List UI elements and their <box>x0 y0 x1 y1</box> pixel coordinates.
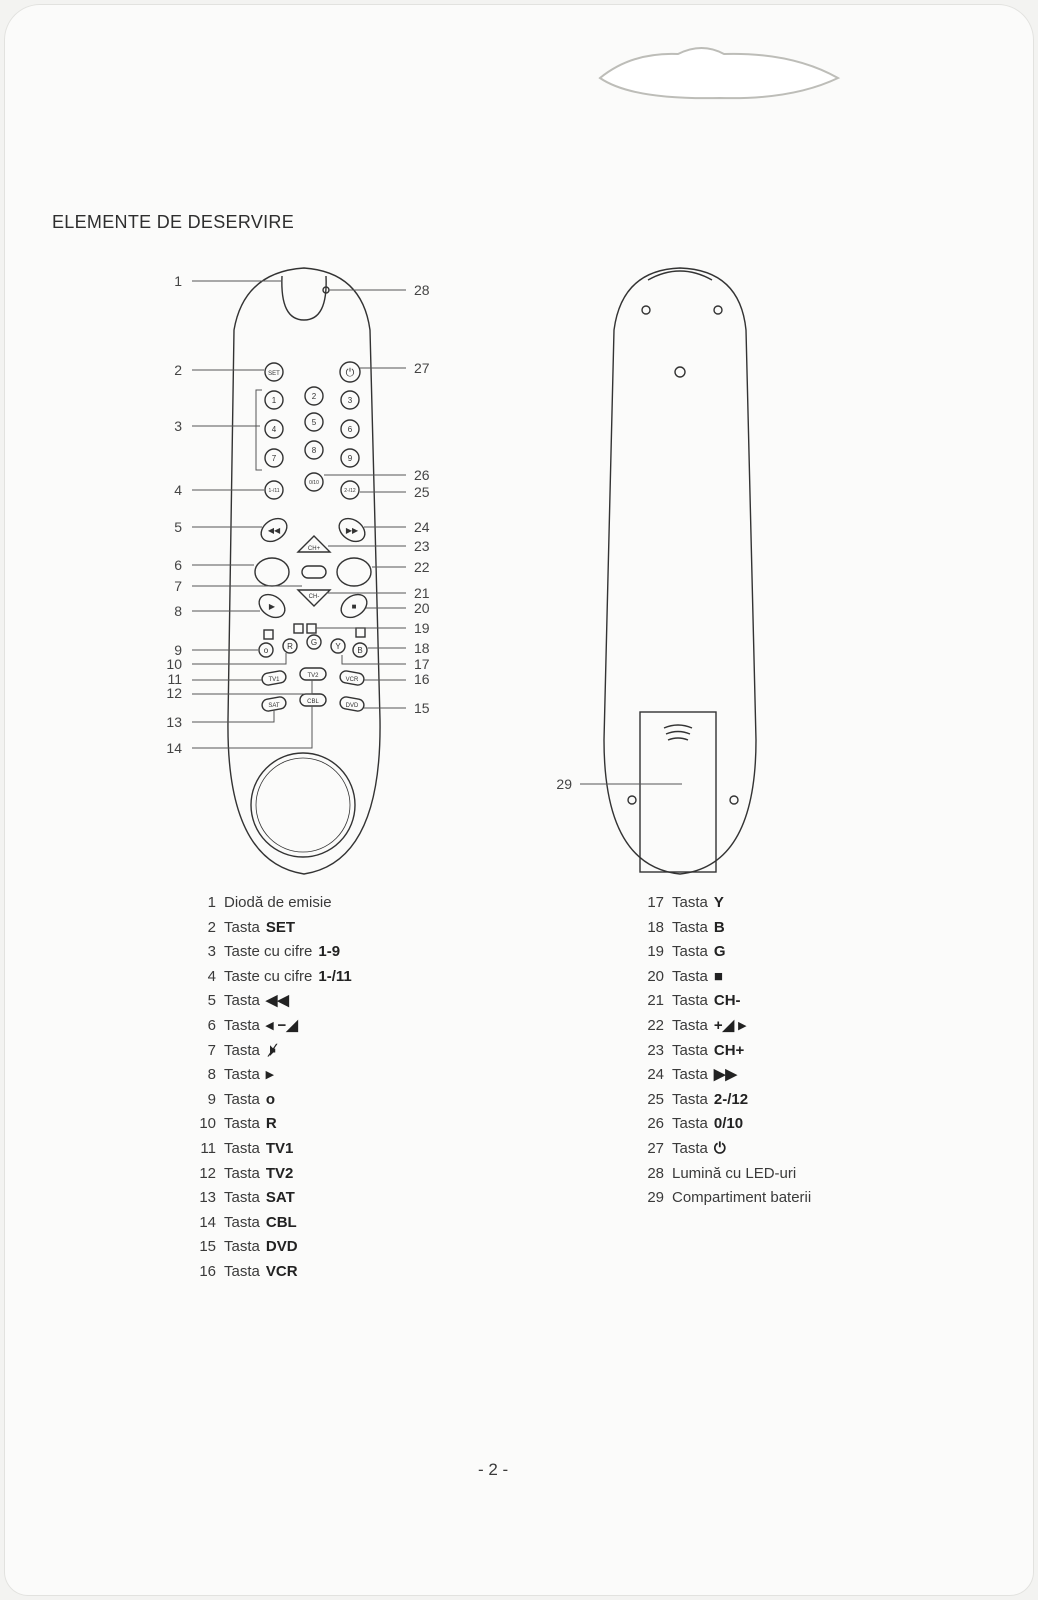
legend-item: 2 Tasta SET <box>207 918 296 936</box>
legend-item: 13 Tasta SAT <box>199 1189 295 1207</box>
stop-icon: ■ <box>351 602 357 611</box>
ir-diode-window <box>282 276 326 320</box>
callout-3: 3 <box>174 418 182 434</box>
legend-item: 22 Tasta +◢ ▸ <box>634 1014 817 1039</box>
label-ch-minus: CH- <box>308 594 320 600</box>
battery-compartment <box>640 712 716 872</box>
label-r: R <box>287 642 293 651</box>
legend-item: 8 Tasta ▸ <box>186 1063 352 1088</box>
back-remote-outline <box>604 268 756 874</box>
legend-item: 15 Tasta DVD <box>199 1238 298 1256</box>
stop-icon: ■ <box>713 967 723 985</box>
button-mute <box>302 566 326 578</box>
callout-5: 5 <box>174 519 182 535</box>
rewind-icon: ◀◀ <box>267 526 281 535</box>
label-3: 3 <box>347 396 353 405</box>
front-remote-outline <box>228 268 380 874</box>
callout-19: 19 <box>414 620 430 636</box>
callout-13: 13 <box>166 714 182 730</box>
legend-item: 18 Tasta B <box>647 918 725 936</box>
callout-22: 22 <box>414 559 430 575</box>
label-ch-plus: CH+ <box>307 546 321 552</box>
legend-item: 17 Tasta Y <box>647 894 724 911</box>
section-title: ELEMENTE DE DESERVIRE <box>52 212 295 232</box>
callout-15: 15 <box>414 700 430 716</box>
legend-item: 14 Tasta CBL <box>199 1213 297 1231</box>
callout-11: 11 <box>167 671 182 687</box>
ffwd-icon: ▶▶ <box>345 526 359 535</box>
callout-4: 4 <box>174 482 182 498</box>
callout-20: 20 <box>414 600 430 616</box>
callout-26: 26 <box>414 467 430 483</box>
legend-item: 5 Tasta ◀◀ <box>186 989 352 1014</box>
legend-item: 10 Tasta R <box>199 1115 277 1133</box>
grip-circle <box>251 753 355 857</box>
callout-9: 9 <box>174 642 182 658</box>
legend-item: 16 Tasta VCR <box>199 1262 298 1280</box>
label-set: SET <box>268 371 280 377</box>
legend-left <box>186 891 352 1285</box>
legend-item: 7 Tasta 🕨̸ <box>186 1039 352 1064</box>
label-dvd: DVD <box>345 703 359 709</box>
label-1: 1 <box>271 396 277 405</box>
callout-28: 28 <box>414 282 430 298</box>
page-number: - 2 - <box>478 1460 509 1479</box>
legend-item: 29 Compartiment baterii <box>647 1189 812 1207</box>
legend-item: 19 Tasta G <box>647 943 726 961</box>
label-9: 9 <box>347 454 353 463</box>
callout-7: 7 <box>174 578 182 594</box>
legend-item: 21 Tasta CH- <box>647 992 741 1010</box>
callout-16: 16 <box>414 671 430 687</box>
label-cbl: CBL <box>307 699 319 705</box>
legend-item: 24 Tasta ▶▶ <box>634 1063 817 1088</box>
callout-25: 25 <box>414 484 430 500</box>
callout-1: 1 <box>174 273 182 289</box>
callout-10: 10 <box>166 656 182 672</box>
legend-item: 1 Diodă de emisie <box>207 894 332 911</box>
ffwd-icon: ▶▶ <box>713 1066 737 1084</box>
label-sat: SAT <box>268 703 280 709</box>
label-7: 7 <box>271 454 277 463</box>
volume-up-icon: +◢ ▸ <box>713 1016 746 1034</box>
label-0-10: 0/10 <box>309 480 319 486</box>
callout-12: 12 <box>166 685 182 701</box>
legend-item: 6 Tasta ◂ −◢ <box>186 1014 352 1039</box>
play-icon: ▶ <box>268 602 276 611</box>
legend-item: 12 Tasta TV2 <box>199 1164 294 1182</box>
legend-item: 11 Tasta TV1 <box>200 1139 294 1157</box>
label-5: 5 <box>311 418 317 427</box>
callout-29: 29 <box>556 776 572 792</box>
legend-item: 20 Tasta ■ <box>634 965 817 990</box>
legend-item: 23 Tasta CH+ <box>647 1041 745 1059</box>
button-vol-down <box>255 558 289 586</box>
legend-item: 25 Tasta 2-/12 <box>647 1090 749 1108</box>
label-vcr: VCR <box>345 677 359 683</box>
label-tv2: TV2 <box>307 673 319 679</box>
callout-2: 2 <box>174 362 182 378</box>
label-tv1: TV1 <box>268 677 280 683</box>
mute-icon: 🕨̸ <box>265 1041 276 1059</box>
power-icon: ⏻ <box>345 367 355 379</box>
legend-right <box>634 891 817 1211</box>
play-icon: ▸ <box>265 1066 274 1084</box>
button-vol-up <box>337 558 371 586</box>
callout-17: 17 <box>414 656 430 672</box>
callout-14: 14 <box>166 740 182 756</box>
callout-6: 6 <box>174 557 182 573</box>
legend-item: 26 Tasta 0/10 <box>647 1115 744 1133</box>
legend-item: 4 Taste cu cifre 1-/11 <box>207 967 352 985</box>
label-2: 2 <box>311 392 317 401</box>
callout-27: 27 <box>414 360 430 376</box>
legend-item: 28 Lumină cu LED-uri <box>647 1164 797 1182</box>
label-o: o <box>263 646 269 655</box>
volume-down-icon: ◂ −◢ <box>265 1016 298 1034</box>
callout-21: 21 <box>414 585 430 601</box>
callout-18: 18 <box>414 640 430 656</box>
legend-item: 9 Tasta o <box>207 1090 276 1108</box>
label-b: B <box>357 646 363 655</box>
label-y: Y <box>335 642 341 651</box>
label-6: 6 <box>347 425 353 434</box>
label-1-11: 1-/11 <box>268 488 280 494</box>
legend-item: 3 Taste cu cifre 1-9 <box>207 943 341 961</box>
label-8: 8 <box>311 446 317 455</box>
callout-8: 8 <box>174 603 182 619</box>
legend-item: 27 Tasta ⏻ <box>634 1137 817 1162</box>
callout-24: 24 <box>414 519 430 535</box>
label-4: 4 <box>271 425 277 434</box>
label-2-12: 2-/12 <box>344 488 356 494</box>
label-g: G <box>310 638 318 647</box>
rewind-icon: ◀◀ <box>265 992 289 1010</box>
callout-23: 23 <box>414 538 430 554</box>
power-icon: ⏻ <box>713 1139 726 1157</box>
